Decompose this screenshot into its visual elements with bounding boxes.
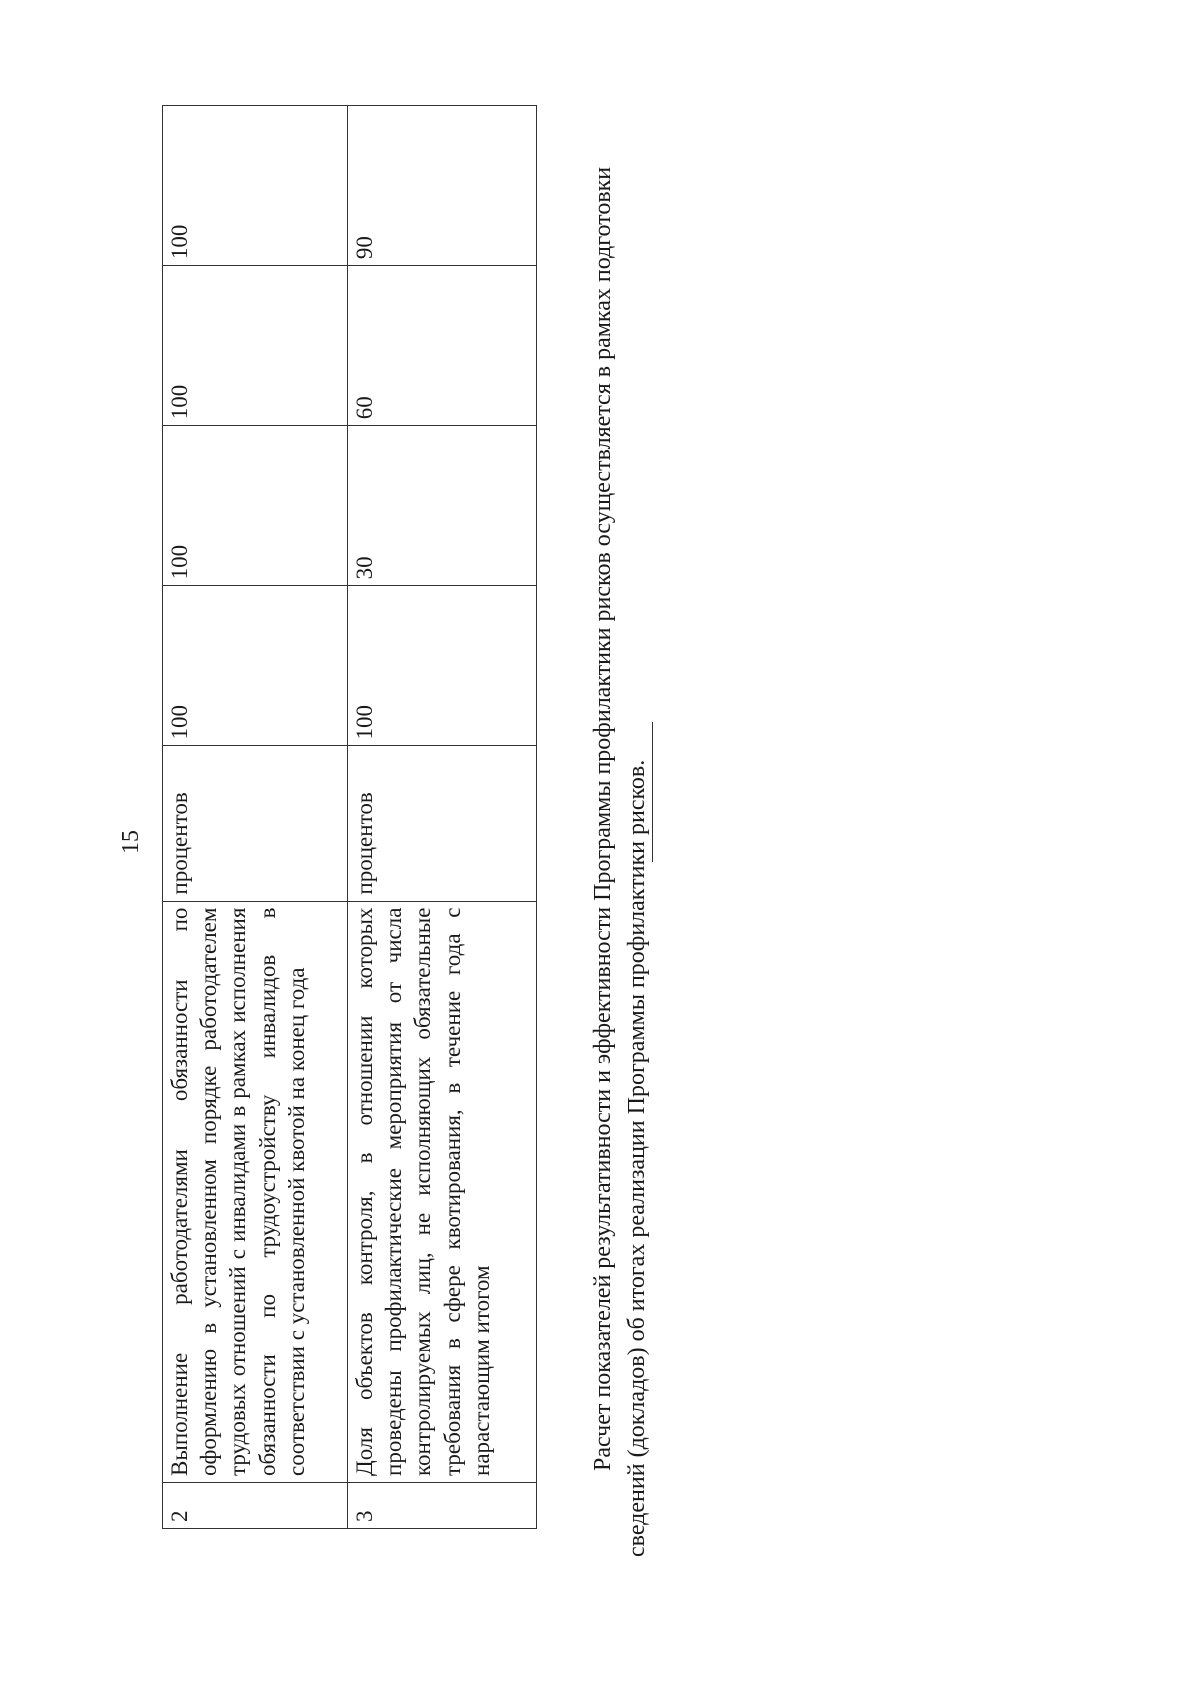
indicator-name-cell: Доля объектов контроля, в отношении которых проведены профилактические мероприятия от числа контролируемых лиц, не исполняющих обязательные требования в сфере квотирования, в течение года с нарастающим итогом	[348, 901, 537, 1482]
value-cell: 100	[348, 586, 537, 746]
value-cell: 90	[348, 106, 537, 266]
table-row	[163, 106, 348, 1529]
footer-paragraph: Расчет показателей результативности и эффективности Программы профилактики рисков осуществляется в рамках подготовки сведений (докладов) об итогах реализации Программы профилактики рисков.	[590, 166, 650, 1557]
value-cell: 100	[163, 266, 348, 426]
end-divider-line	[652, 722, 653, 862]
table-row	[348, 106, 537, 1529]
row-number-cell: 3	[348, 1482, 537, 1528]
value-cell: 100	[163, 586, 348, 746]
value-cell: 100	[163, 426, 348, 586]
indicator-name-cell: Выполнение работодателями обязанности по оформлению в установленном порядке работодателем трудовых отношений с инвалидами в рамках исполнения обязанности по трудоустройству инвалидов в соответствии с установленной квотой на конец года	[163, 901, 348, 1482]
page-number: 15	[118, 830, 144, 854]
value-cell: 100	[163, 106, 348, 266]
unit-cell: процентов	[348, 746, 537, 901]
row-number-cell: 2	[163, 1482, 348, 1528]
value-cell: 60	[348, 266, 537, 426]
unit-cell: процентов	[163, 746, 348, 901]
indicators-table	[162, 105, 537, 1529]
value-cell: 30	[348, 426, 537, 586]
